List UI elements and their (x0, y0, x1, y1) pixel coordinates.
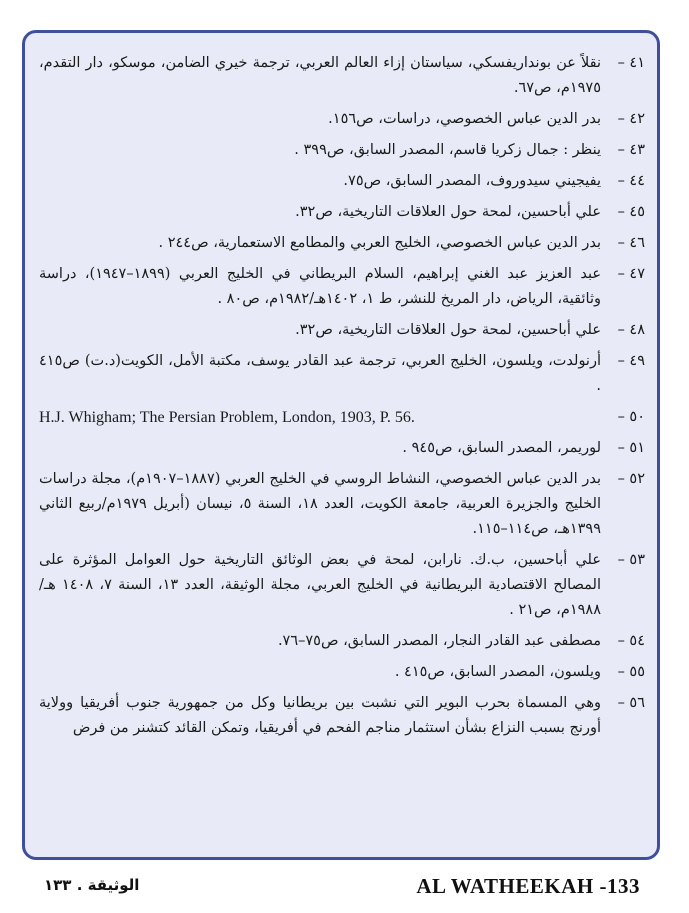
endnote-item (39, 660, 645, 685)
endnote-item (39, 691, 645, 741)
endnote-number: ٥٣ – (617, 552, 645, 568)
endnote-number: ٤٧ – (617, 266, 645, 282)
endnote-number: ٥٦ – (617, 695, 645, 711)
endnote-number: ٤٤ – (617, 173, 645, 189)
notes-panel (22, 30, 660, 860)
endnote-number: ٥٢ – (617, 471, 645, 487)
endnote-number: ٥٤ – (617, 633, 645, 649)
endnote-text: H.J. Whigham; The Persian Problem, London, 1903, P. 56. (39, 409, 415, 426)
arabic-page-label: الوثيقة . ١٣٣ (44, 876, 140, 894)
endnote-text: بدر الدين عباس الخصوصي، النشاط الروسي في الخليج العربي (١٨٨٧–١٩٠٧م)، مجلة دراسات الخليج والجزيرة العربية، جامعة الكويت، العدد ١٨، السنة ٥، نيسان (أبريل ١٩٧٩م/ربيع الثاني ١٣٩٩هـ، ص١١٤–١١٥. (39, 471, 602, 537)
endnote-number: ٥٠ – (617, 409, 645, 425)
endnote-item (39, 200, 645, 225)
endnote-number: ٥١ – (617, 440, 645, 456)
endnote-item (39, 467, 645, 542)
endnote-item (39, 262, 645, 312)
endnote-item (39, 138, 645, 163)
endnote-item (39, 231, 645, 256)
endnote-item (39, 548, 645, 623)
endnote-text: علي أباحسين، لمحة حول العلاقات التاريخية، ص٣٢. (295, 204, 601, 220)
endnote-item (39, 107, 645, 132)
endnote-item (39, 318, 645, 343)
endnote-text: لوريمر، المصدر السابق، ص٩٤٥ . (402, 440, 601, 456)
endnote-number: ٤٣ – (617, 142, 645, 158)
endnote-number: ٥٥ – (617, 664, 645, 680)
endnote-item (39, 169, 645, 194)
endnote-text: ويلسون، المصدر السابق، ص٤١٥ . (394, 664, 601, 680)
endnote-text: بدر الدين عباس الخصوصي، دراسات، ص١٥٦. (328, 111, 601, 127)
endnote-text: عبد العزيز عبد الغني إبراهيم، السلام البريطاني في الخليج العربي (١٨٩٩–١٩٤٧)، دراسة وثائقية، الرياض، دار المريخ للنشر، ط ١، ١٤٠٢هـ/١٩٨٢م، ص٨٠ . (39, 266, 602, 307)
endnote-number: ٤٥ – (617, 204, 645, 220)
endnote-text: يفيجيني سيدوروف، المصدر السابق، ص٧٥. (343, 173, 601, 189)
endnote-text: وهي المسماة بحرب البوير التي نشبت بين بريطانيا وكل من جمهورية جنوب أفريقيا وولاية أورنج بسبب النزاع بشأن استثمار مناجم الفحم في أفريقيا، وتمكن القائد كتشنر من فرض (39, 695, 601, 736)
endnote-item (39, 405, 645, 430)
page-footer (22, 872, 660, 902)
endnote-text: علي أباحسين، ب.ك. نارابن، لمحة في بعض الوثائق التاريخية حول العوامل المؤثرة على المصالح الاقتصادية البريطانية في الخليج العربي، مجلة الوثيقة، العدد ١٣، السنة ٧، ١٤٠٨ هـ/١٩٨٨م، ص٢١ . (39, 552, 602, 618)
endnote-text: ينظر : جمال زكريا قاسم، المصدر السابق، ص٣٩٩ . (294, 142, 601, 158)
endnotes-list (39, 51, 645, 747)
endnote-text: بدر الدين عباس الخصوصي، الخليج العربي والمطامع الاستعمارية، ص٢٤٤ . (158, 235, 601, 251)
endnote-number: ٤٢ – (617, 111, 645, 127)
endnote-number: ٤٩ – (617, 353, 645, 369)
journal-page-label: AL WATHEEKAH -133 (416, 874, 640, 898)
endnote-text: علي أباحسين، لمحة حول العلاقات التاريخية، ص٣٢. (295, 322, 601, 338)
endnote-number: ٤٨ – (617, 322, 645, 338)
endnote-number: ٤١ – (617, 55, 645, 71)
endnote-text: أرنولدت، ويلسون، الخليج العربي، ترجمة عبد القادر يوسف، مكتبة الأمل، الكويت(د.ت) ص٤١٥ . (39, 353, 601, 394)
endnote-number: ٤٦ – (617, 235, 645, 251)
endnote-text: مصطفى عبد القادر النجار، المصدر السابق، ص٧٥–٧٦. (277, 633, 601, 649)
endnote-item (39, 51, 645, 101)
endnote-item (39, 436, 645, 461)
endnote-item (39, 349, 645, 399)
endnote-text: نقلاً عن بونداريفسكي، سياستان إزاء العالم العربي، ترجمة خيري الضامن، موسكو، دار التقدم، ١٩٧٥م، ص٦٧. (39, 55, 601, 96)
endnote-item (39, 629, 645, 654)
